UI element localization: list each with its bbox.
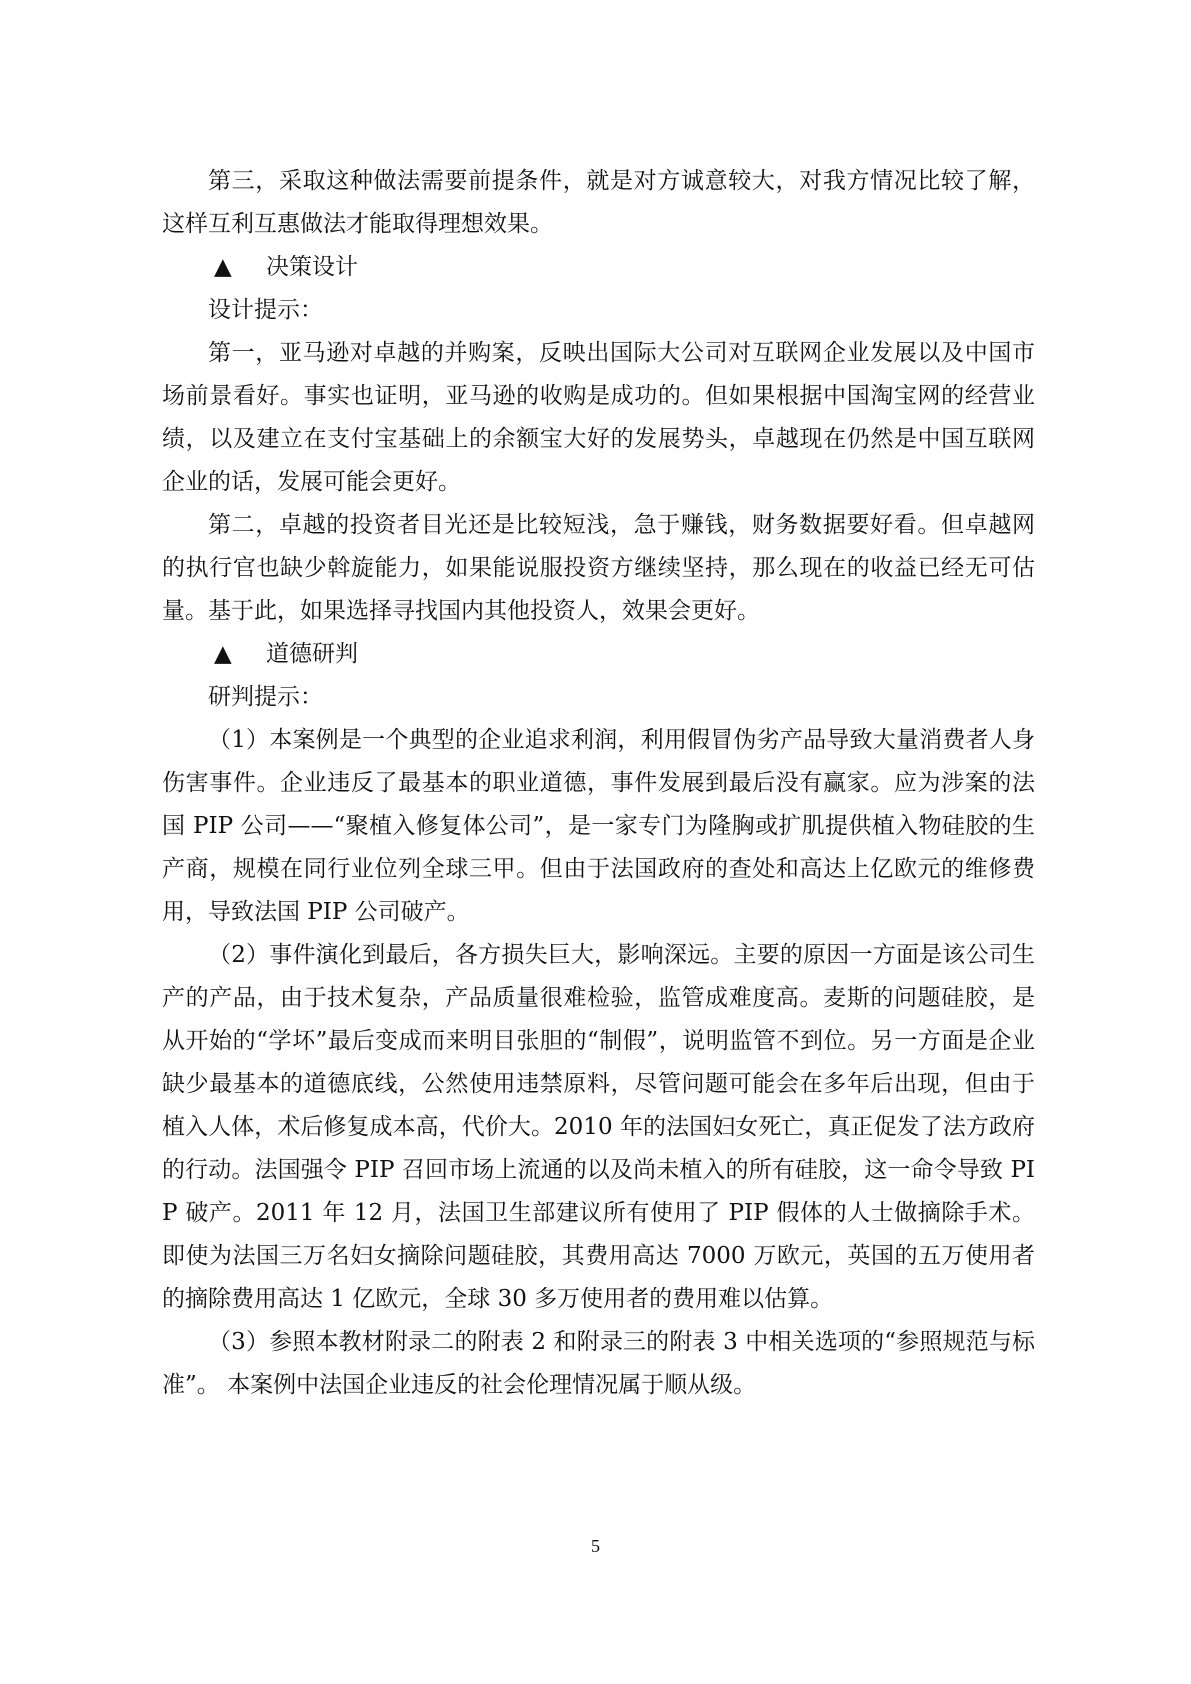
triangle-bullet-icon: ▲ (214, 641, 232, 667)
section-heading-decision-design (162, 246, 1035, 289)
page-number: 5 (591, 1536, 600, 1556)
paragraph-item-1: （1）本案例是一个典型的企业追求利润，利用假冒伪劣产品导致大量消费者人身伤害事件。企业违反了最基本的职业道德，事件发展到最后没有赢家。应为涉案的法国 PIP 公司——“聚植入修复体公司”，是一家专门为隆胸或扩肌提供植入物硅胶的生产商，规模在同行业位列全球三甲。但由于法国政府的查处和高达上亿欧元的维修费用，导致法国 PIP 公司破产。 (162, 727, 1035, 925)
paragraph-second-point: 第二，卓越的投资者目光还是比较短浅，急于赚钱，财务数据要好看。但卓越网的执行官也缺少斡旋能力，如果能说服投资方继续坚持，那么现在的收益已经无可估量。基于此，如果选择寻找国内其他投资人，效果会更好。 (162, 512, 1035, 624)
paragraph-item-2: （2）事件演化到最后，各方损失巨大，影响深远。主要的原因一方面是该公司生产的产品，由于技术复杂，产品质量很难检验，监管成难度高。麦斯的问题硅胶，是从开始的“学坏”最后变成而来明目张胆的“制假”，说明监管不到位。另一方面是企业缺少最基本的道德底线，公然使用违禁原料，尽管问题可能会在多年后出现，但由于植入人体，术后修复成本高，代价大。2010 年的法国妇女死亡，真正促发了法方政府的行动。法国强令 PIP 召回市场上流通的以及尚未植入的所有硅胶，这一命令导致 PIP 破产。2011 年 12 月，法国卫生部建议所有使用了 PIP 假体的人士做摘除手术。即使为法国三万名妇女摘除问题硅胶，其费用高达 7000 万欧元，英国的五万使用者的摘除费用高达 1 亿欧元，全球 30 多万使用者的费用难以估算。 (162, 942, 1035, 1312)
triangle-bullet-icon: ▲ (214, 254, 232, 280)
paragraph-item-3: （3）参照本教材附录二的附表 2 和附录三的附表 3 中相关选项的“参照规范与标准”。 本案例中法国企业违反的社会伦理情况属于顺从级。 (162, 1329, 1035, 1398)
page-body (162, 160, 1035, 1407)
section-heading-moral-judgment (162, 633, 1035, 676)
judgment-hint-label: 研判提示： (208, 684, 323, 710)
paragraph-first-point: 第一，亚马逊对卓越的并购案，反映出国际大公司对互联网企业发展以及中国市场前景看好。事实也证明，亚马逊的收购是成功的。但如果根据中国淘宝网的经营业绩，以及建立在支付宝基础上的余额宝大好的发展势头，卓越现在仍然是中国互联网企业的话，发展可能会更好。 (162, 340, 1035, 495)
heading-text: 决策设计 (266, 254, 358, 280)
paragraph-third-point: 第三，采取这种做法需要前提条件，就是对方诚意较大，对我方情况比较了解，这样互利互惠做法才能取得理想效果。 (162, 168, 1035, 237)
design-hint-label: 设计提示： (208, 297, 323, 323)
heading-text: 道德研判 (266, 641, 358, 667)
